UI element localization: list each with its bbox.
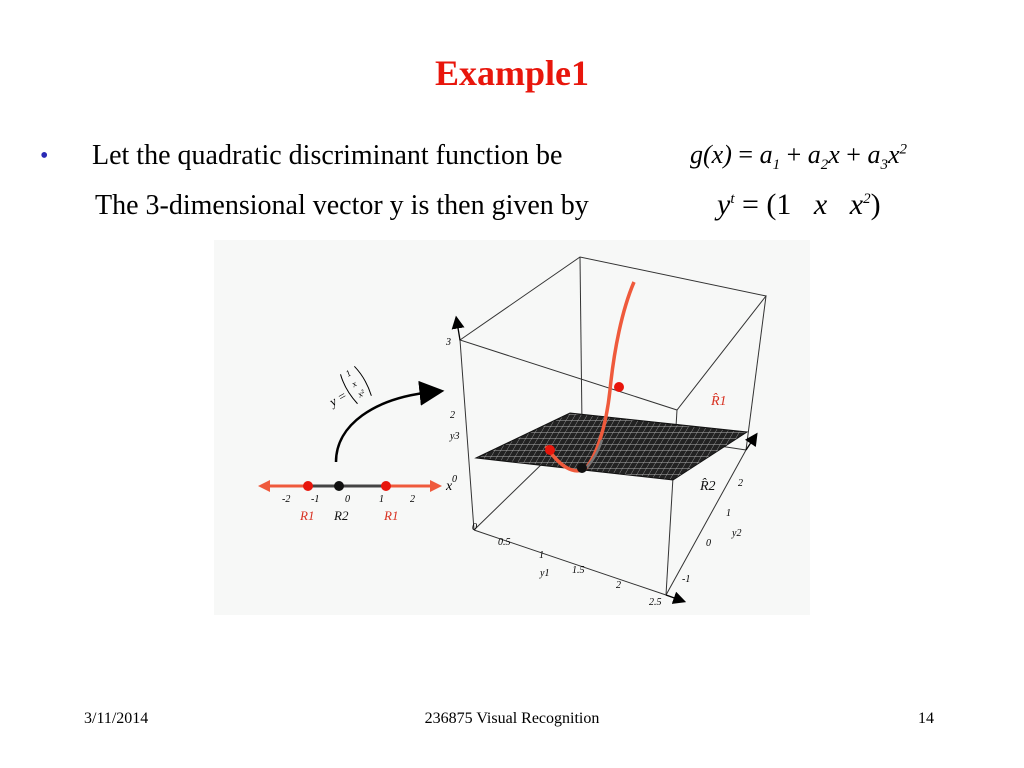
- svg-text:y3: y3: [450, 431, 460, 442]
- svg-text:x: x: [446, 479, 453, 494]
- equation-vector-y: $y^t = (1$ x $x^2$): [717, 188, 881, 221]
- point-red-left: [303, 481, 313, 491]
- svg-text:0: 0: [452, 474, 457, 485]
- svg-text:y1: y1: [540, 568, 550, 579]
- point-black-center: [334, 481, 344, 491]
- point-red-3d-upper: [614, 382, 624, 392]
- figure-svg: [214, 240, 810, 615]
- svg-text:1: 1: [539, 550, 544, 561]
- svg-text:0: 0: [345, 494, 350, 505]
- footer-date: 3/11/2014: [84, 710, 149, 727]
- mapping-arrow: [336, 392, 432, 462]
- svg-text:3: 3: [446, 337, 451, 348]
- svg-text:R1: R1: [384, 508, 399, 523]
- y1-ticks: [472, 522, 662, 608]
- bullet-marker: •: [40, 143, 49, 169]
- y3-ticks: [445, 337, 459, 485]
- svg-text:2: 2: [738, 478, 743, 489]
- svg-text:2: 2: [410, 494, 415, 505]
- svg-text:0.5: 0.5: [498, 537, 511, 548]
- point-red-3d-lower: [545, 445, 555, 455]
- footer-course: 236875 Visual Recognition: [424, 710, 600, 727]
- svg-text:y =: y =: [326, 387, 350, 410]
- equation-discriminant: $g(x) = a_1 + a_2x + a_3x^2$: [690, 140, 907, 174]
- region-label-r1-hat: R̂1: [711, 394, 727, 409]
- x-axis-1d: [258, 479, 453, 523]
- svg-text:-1: -1: [682, 574, 691, 585]
- svg-text:1.5: 1.5: [572, 565, 585, 576]
- svg-text:2.5: 2.5: [649, 597, 662, 608]
- svg-text:0: 0: [706, 538, 711, 549]
- point-black-3d: [577, 463, 587, 473]
- svg-text:2: 2: [616, 580, 621, 591]
- bullet-text-quadratic: Let the quadratic discriminant function be: [92, 140, 563, 171]
- svg-text:-2: -2: [282, 494, 291, 505]
- footer-page-number: 14: [918, 710, 934, 727]
- svg-text:1: 1: [343, 367, 353, 379]
- svg-text:2: 2: [450, 410, 455, 421]
- svg-text:0: 0: [472, 522, 477, 533]
- y2-ticks: [682, 478, 743, 585]
- svg-text:x: x: [349, 378, 359, 390]
- mapping-label: [318, 364, 373, 417]
- decision-plane: [476, 413, 747, 480]
- quadratic-mapping-figure: [214, 240, 810, 615]
- svg-text:1: 1: [726, 508, 731, 519]
- svg-text:-1: -1: [311, 494, 320, 505]
- point-red-right: [381, 481, 391, 491]
- svg-text:R2: R2: [334, 508, 349, 523]
- region-label-r2-hat: R̂2: [700, 479, 716, 494]
- slide-title: Example1: [434, 53, 589, 93]
- svg-text:R1: R1: [300, 508, 315, 523]
- svg-text:1: 1: [379, 494, 384, 505]
- svg-text:x²: x²: [355, 387, 367, 400]
- text-vector-y: The 3-dimensional vector y is then given by: [95, 190, 589, 221]
- svg-text:y2: y2: [732, 528, 742, 539]
